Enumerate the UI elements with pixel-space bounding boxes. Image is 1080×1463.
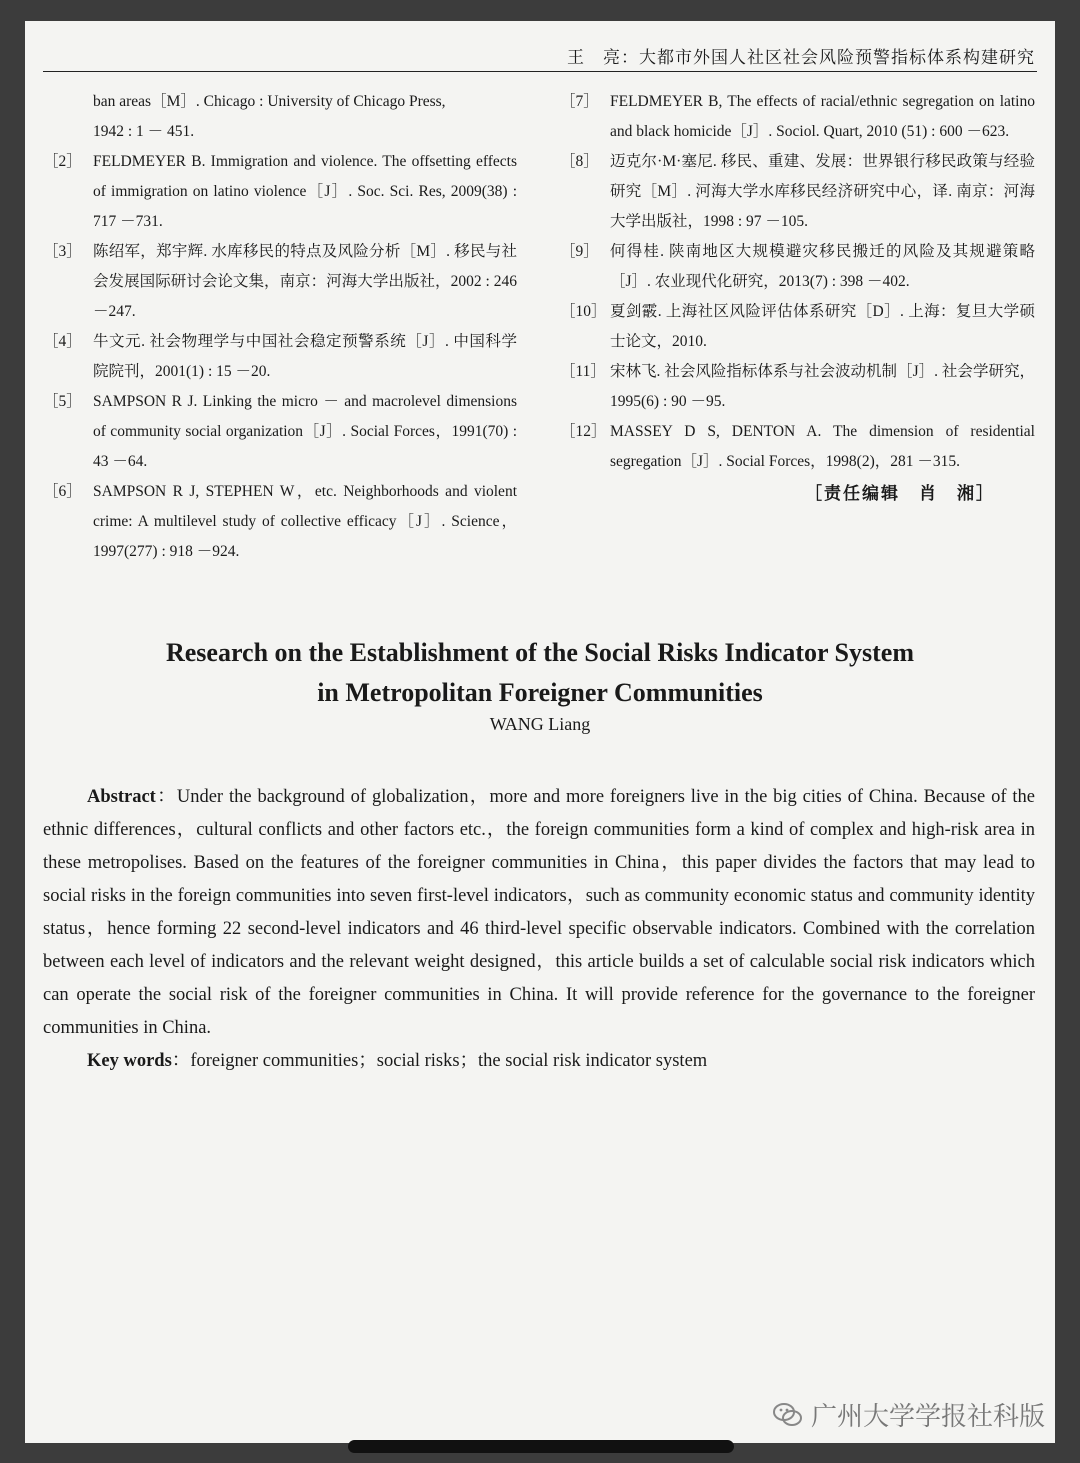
watermark [771,1396,1045,1433]
watermark-text: 广州大学学报社科版 [810,1402,1045,1432]
reference-text: SAMPSON R J. Linking the micro － and macrolevel dimensions of community social organization［J］. Social Forces，1991(70) : 43 －64. [93,393,517,470]
reference-text: 宋林飞. 社会风险指标体系与社会波动机制［J］. 社会学研究，1995(6) : 90 －95. [610,363,1035,410]
abstract-text: Under the background of globalization，more and more foreigners live in the big cities of China. Because of the ethnic differences，cultural conflicts and other factors etc.，the foreign communities form a kind of complex and high-risk area in these metropolises. Based on the features of the foreigner communities in China，this paper divides the factors that may lead to social risks in the foreign communities into seven first-level indicators，such as community economic status and community identity status，hence forming 22 second-level indicators and 46 third-level specific observable indicators. Combined with the correlation between each level of indicators and the relevant weight designed，this article builds a set of calculable social risk indicators which can operate the social risk of the foreigner communities in China. It will provide reference for the governance to the foreigner communities in China. [43,787,1035,1038]
reference-item [43,147,517,237]
document-page [25,21,1055,1443]
reference-item [560,297,1035,357]
reference-number: ［9］ [560,243,599,260]
header-rule [43,71,1037,72]
reference-continuation-line: 1942 : 1 － 451. [93,123,195,140]
reference-text: MASSEY D S, DENTON A. The dimension of residential segregation［J］. Social Forces，1998(2)，281 －315. [610,423,1035,470]
keywords-paragraph: Key words：foreigner communities；social risks；the social risk indicator system [87,1051,708,1071]
abstract-paragraph: Abstract：Under the background of globalization，more and more foreigners live in the big cities of China. Because of the ethnic differences，cultural conflicts and other factors etc.，the foreign communities form a kind of complex and high-risk area in these metropolises. Based on the features of the foreigner communities in China，this paper divides the factors that may lead to social risks in the foreign communities into seven first-level indicators，such as community economic status and community identity status，hence forming 22 second-level indicators and 46 third-level specific observable indicators. Combined with the correlation between each level of indicators and the relevant weight designed，this article builds a set of calculable social risk indicators which can operate the social risk of the foreigner communities in China. It will provide reference for the governance to the foreigner communities in China. [43,787,1035,1038]
references-right-column [560,87,1035,509]
responsible-editor-note: ［责任编辑 肖 湘］ [805,484,995,504]
reference-item [43,237,517,327]
reference-number: ［7］ [560,93,599,110]
reference-number: ［8］ [560,153,599,170]
abstract-label: Abstract [87,787,156,807]
reference-number: ［10］ [560,303,607,320]
reference-continuation-line: ban areas［M］. Chicago : University of Chicago Press, [93,93,446,110]
reference-number: ［12］ [560,423,607,440]
home-indicator[interactable] [348,1440,734,1453]
reference-text: 陈绍军，郑宇辉. 水库移民的特点及风险分析［M］. 移民与社会发展国际研讨会论文集，南京：河海大学出版社，2002 : 246 －247. [93,243,517,320]
article-title-line: in Metropolitan Foreigner Communities [317,678,763,707]
reference-item [43,327,517,387]
reference-item [560,87,1035,147]
reference-text: 迈克尔·M·塞尼. 移民、重建、发展：世界银行移民政策与经验研究［M］. 河海大学水库移民经济研究中心，译. 南京：河海大学出版社，1998 : 97 －105. [610,153,1035,230]
keywords-label: Key words [87,1051,172,1071]
reference-item [560,357,1035,417]
article-author: WANG Liang [489,714,591,734]
reference-item [43,387,517,477]
wechat-icon [771,1398,805,1432]
reference-item [43,477,517,567]
article-title-line: Research on the Establishment of the Social Risks Indicator System [165,638,914,667]
reference-item [560,147,1035,237]
reference-text: 牛文元. 社会物理学与中国社会稳定预警系统［J］. 中国科学院院刊，2001(1) : 15 －20. [93,333,517,380]
reference-text: 何得桂. 陕南地区大规模避灾移民搬迁的风险及其规避策略［J］. 农业现代化研究，2013(7) : 398 －402. [610,243,1035,290]
reference-number: ［4］ [43,333,82,350]
reference-item [560,417,1035,477]
running-header: 王 亮：大都市外国人社区社会风险预警指标体系构建研究 [567,48,1035,67]
reference-number: ［11］ [560,363,606,380]
reference-number: ［5］ [43,393,82,410]
reference-text: FELDMEYER B. Immigration and violence. The offsetting effects of immigration on latino violence［J］. Soc. Sci. Res, 2009(38) : 717 －731. [93,153,517,230]
reference-number: ［3］ [43,243,82,260]
reference-text: FELDMEYER B, The effects of racial/ethnic segregation on latino and black homicide［J］. Sociol. Quart, 2010 (51) : 600 －623. [610,93,1035,140]
abstract-section [43,781,1035,1078]
references-left-column [43,87,517,567]
article-title [25,633,1055,713]
reference-item [560,237,1035,297]
keywords-text: foreigner communities；social risks；the social risk indicator system [190,1051,708,1071]
reference-text: 夏剑霰. 上海社区风险评估体系研究［D］. 上海：复旦大学硕士论文，2010. [610,303,1035,350]
reference-number: ［2］ [43,153,82,170]
reference-text: SAMPSON R J, STEPHEN W，etc. Neighborhoods and violent crime: A multilevel study of collective efficacy［J］. Science，1997(277) : 918 －924. [93,483,517,560]
reference-number: ［6］ [43,483,82,500]
